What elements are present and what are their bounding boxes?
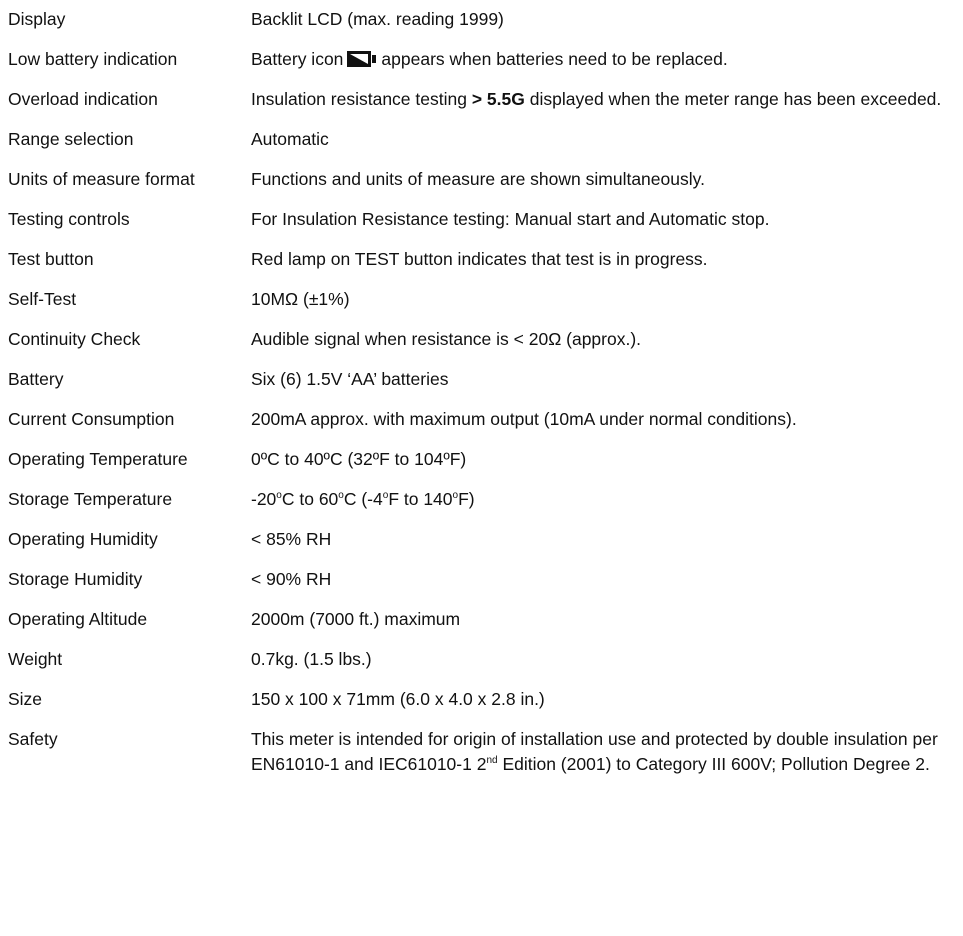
spec-row-display	[8, 7, 958, 32]
degree-sup: o	[382, 490, 389, 502]
spec-label: Operating Altitude	[8, 609, 148, 629]
battery-icon	[347, 50, 377, 68]
spec-row-current	[8, 407, 958, 432]
spec-label: Safety	[8, 729, 58, 749]
spec-value	[251, 47, 958, 72]
spec-label: Storage Temperature	[8, 489, 173, 509]
spec-value: 0.7kg. (1.5 lbs.)	[251, 649, 372, 669]
spec-label: Operating Humidity	[8, 529, 158, 549]
spec-value-before: Battery icon	[251, 49, 344, 69]
spec-value	[251, 87, 958, 112]
spec-label: Current Consumption	[8, 409, 175, 429]
spec-row-operating-humidity	[8, 527, 958, 552]
spec-row-continuity	[8, 327, 958, 352]
spec-label: Overload indication	[8, 89, 158, 109]
spec-row-low-battery	[8, 47, 958, 72]
spec-label: Weight	[8, 649, 63, 669]
spec-label: Range selection	[8, 129, 134, 149]
spec-row-size	[8, 687, 958, 712]
degree-sup: o	[452, 490, 459, 502]
spec-row-weight	[8, 647, 958, 672]
spec-value: < 85% RH	[251, 529, 332, 549]
spec-value-after: appears when batteries need to be replaced.	[381, 49, 728, 69]
spec-value: 150 x 100 x 71mm (6.0 x 4.0 x 2.8 in.)	[251, 689, 545, 709]
specifications-table	[8, 0, 958, 792]
spec-label: Operating Temperature	[8, 449, 188, 469]
spec-value: 10MΩ (±1%)	[251, 289, 350, 309]
spec-value: 0ºC to 40ºC (32ºF to 104ºF)	[251, 449, 467, 469]
spec-label: Testing controls	[8, 209, 130, 229]
spec-value: Audible signal when resistance is < 20Ω (approx.).	[251, 329, 642, 349]
spec-row-test-button	[8, 247, 958, 272]
spec-value-part: -20	[251, 489, 277, 509]
spec-row-storage-temp	[8, 487, 958, 512]
spec-row-units	[8, 167, 958, 192]
spec-row-storage-humidity	[8, 567, 958, 592]
spec-value: For Insulation Resistance testing: Manual start and Automatic stop.	[251, 209, 770, 229]
spec-value-part: C to 60	[281, 489, 339, 509]
spec-value	[251, 487, 958, 512]
spec-label: Storage Humidity	[8, 569, 143, 589]
spec-label: Test button	[8, 249, 94, 269]
spec-value: 2000m (7000 ft.) maximum	[251, 609, 461, 629]
spec-value: Functions and units of measure are shown simultaneously.	[251, 169, 705, 189]
spec-value-after: Edition (2001) to Category III 600V; Pollution Degree 2.	[497, 754, 930, 774]
spec-row-testing-controls	[8, 207, 958, 232]
spec-row-range	[8, 127, 958, 152]
spec-value-part: C (-4	[343, 489, 383, 509]
spec-row-battery	[8, 367, 958, 392]
spec-row-overload	[8, 87, 958, 112]
ordinal-sup: nd	[486, 755, 498, 767]
spec-value: 200mA approx. with maximum output (10mA under normal conditions).	[251, 409, 797, 429]
spec-value: Six (6) 1.5V ‘AA’ batteries	[251, 369, 449, 389]
spec-label: Self-Test	[8, 289, 77, 309]
degree-sup: o	[276, 490, 282, 502]
spec-value: Red lamp on TEST button indicates that test is in progress.	[251, 249, 708, 269]
spec-value: < 90% RH	[251, 569, 332, 589]
spec-value-part: F to 140	[388, 489, 453, 509]
spec-value	[251, 727, 958, 777]
spec-value-before: This meter is intended for origin of installation use and protected by double insulation per EN61010-1 and IEC61010-1 2	[251, 729, 938, 774]
spec-row-self-test	[8, 287, 958, 312]
spec-value-bold: > 5.5G	[471, 89, 525, 109]
spec-value-before: Insulation resistance testing	[251, 89, 467, 109]
spec-label: Battery	[8, 369, 64, 389]
spec-row-altitude	[8, 607, 958, 632]
spec-value: Backlit LCD (max. reading 1999)	[251, 9, 504, 29]
spec-label: Continuity Check	[8, 329, 141, 349]
spec-label: Size	[8, 689, 43, 709]
spec-label: Display	[8, 9, 66, 29]
spec-label: Low battery indication	[8, 49, 178, 69]
spec-row-safety	[8, 727, 958, 777]
spec-row-operating-temp	[8, 447, 958, 472]
spec-value-part: F)	[458, 489, 475, 509]
spec-value: Automatic	[251, 129, 329, 149]
spec-label: Units of measure format	[8, 169, 195, 189]
spec-value-after: displayed when the meter range has been exceeded.	[529, 89, 942, 109]
degree-sup: o	[338, 490, 344, 502]
